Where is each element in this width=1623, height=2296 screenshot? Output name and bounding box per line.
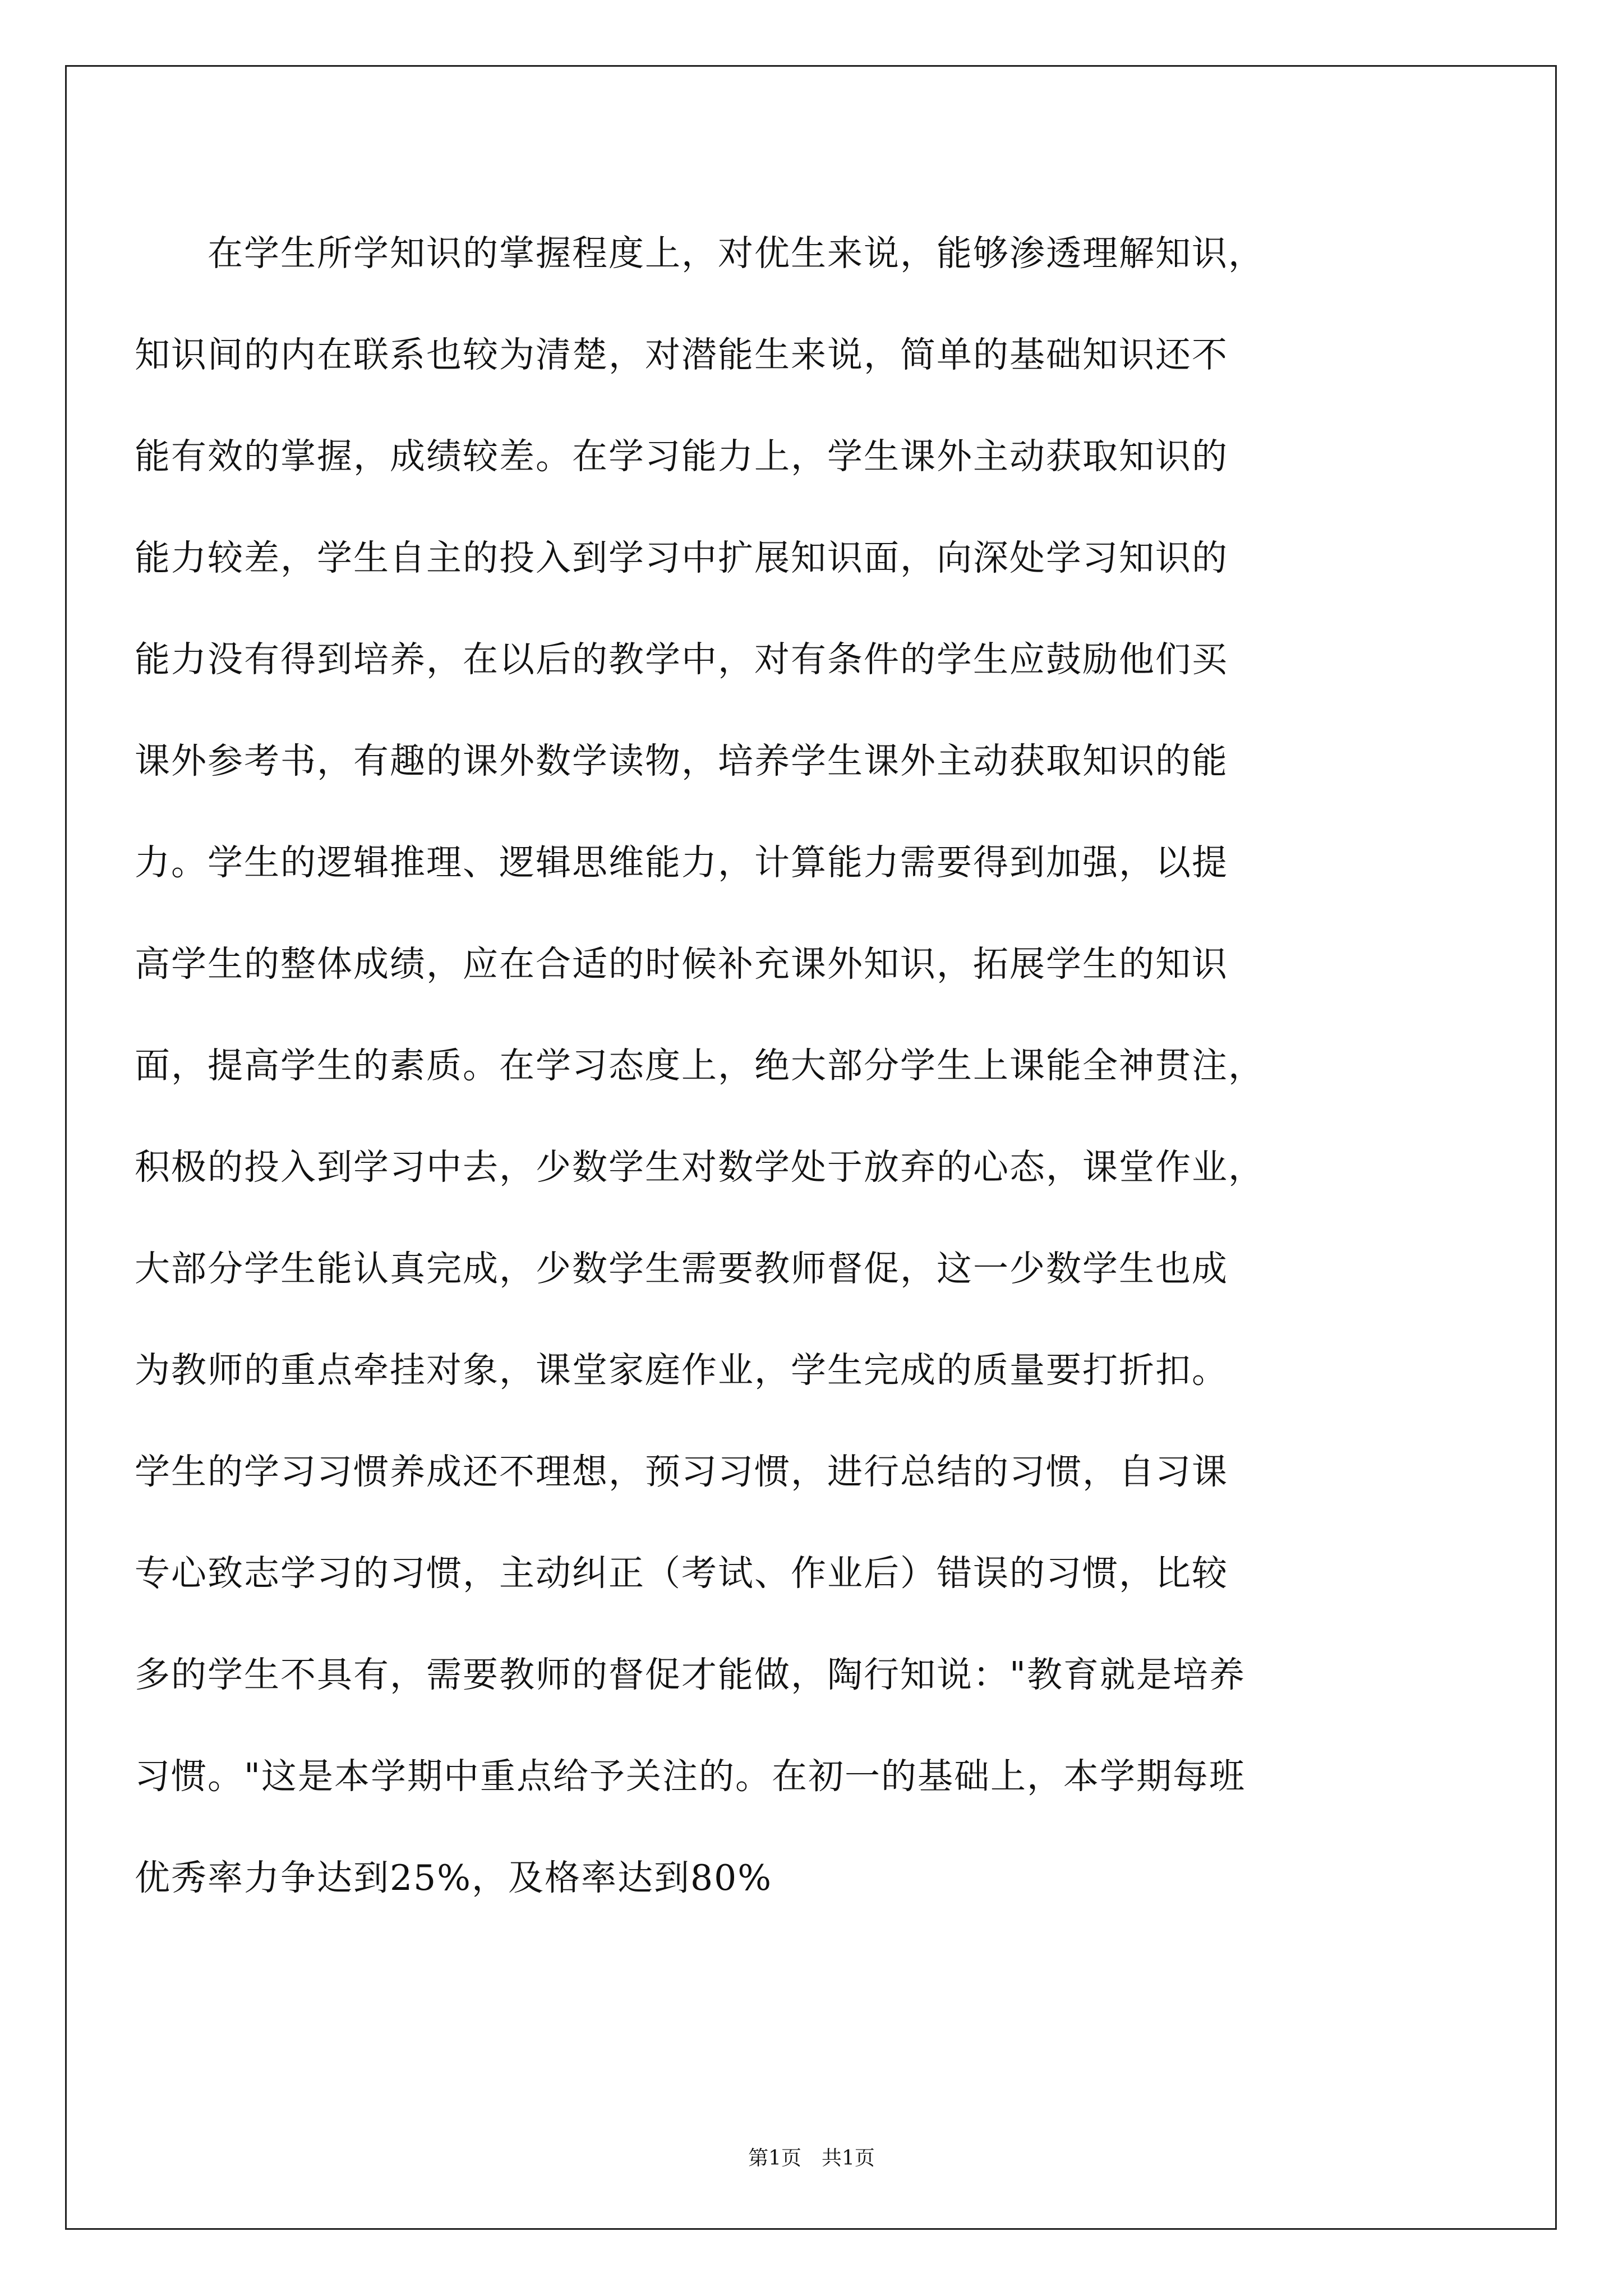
paragraph-line: 多的学生不具有，需要教师的督促才能做，陶行知说："教育就是培养: [135, 1654, 1246, 1695]
paragraph-line: 优秀率力争达到25%，及格率达到80%: [135, 1857, 773, 1898]
page-footer: 第1页 共1页: [748, 2147, 875, 2170]
paragraph-line: 为教师的重点牵挂对象，课堂家庭作业，学生完成的质量要打折扣。: [135, 1350, 1228, 1391]
paragraph-line: 面，提高学生的素质。在学习态度上，绝大部分学生上课能全神贯注，: [135, 1045, 1265, 1086]
paragraph-line: 在学生所学知识的掌握程度上，对优生来说，能够渗透理解知识，: [135, 233, 1265, 274]
paragraph-line: 积极的投入到学习中去，少数学生对数学处于放弃的心态，课堂作业，: [135, 1147, 1265, 1188]
paragraph-line: 高学生的整体成绩，应在合适的时候补充课外知识，拓展学生的知识: [135, 944, 1228, 984]
paragraph-line: 能有效的掌握，成绩较差。在学习能力上，学生课外主动获取知识的: [135, 436, 1228, 477]
paragraph-line: 课外参考书，有趣的课外数学读物，培养学生课外主动获取知识的能: [135, 740, 1228, 781]
paragraph-line: 学生的学习习惯养成还不理想，预习习惯，进行总结的习惯，自习课: [135, 1451, 1228, 1492]
paragraph-line: 知识间的内在联系也较为清楚，对潜能生来说，简单的基础知识还不: [135, 334, 1228, 375]
paragraph-line: 力。学生的逻辑推理、逻辑思维能力，计算能力需要得到加强，以提: [135, 842, 1228, 883]
paragraph-line: 专心致志学习的习惯，主动纠正（考试、作业后）错误的习惯，比较: [135, 1553, 1228, 1594]
paragraph-line: 大部分学生能认真完成，少数学生需要教师督促，这一少数学生也成: [135, 1248, 1228, 1289]
paragraph-line: 习惯。"这是本学期中重点给予关注的。在初一的基础上，本学期每班: [135, 1756, 1246, 1797]
paragraph-line: 能力较差，学生自主的投入到学习中扩展知识面，向深处学习知识的: [135, 537, 1228, 578]
paragraph-line: 能力没有得到培养，在以后的教学中，对有条件的学生应鼓励他们买: [135, 639, 1228, 680]
